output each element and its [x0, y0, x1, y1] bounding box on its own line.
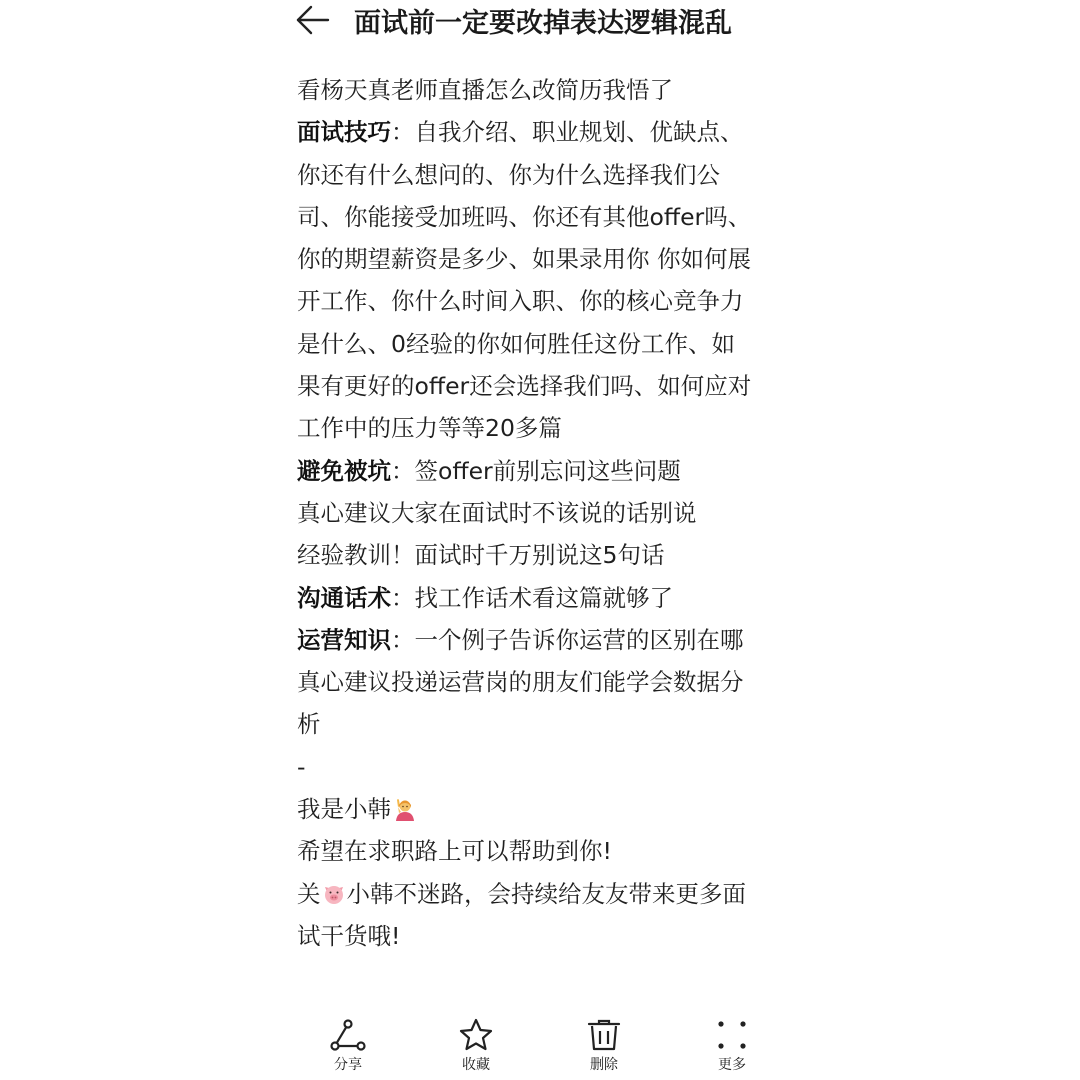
- note-line: [297, 323, 797, 365]
- section-heading: 面试技巧: [297, 118, 391, 147]
- note-line-text: 经验教训！面试时千万别说这5句话: [297, 541, 665, 570]
- note-line: [297, 450, 797, 492]
- note-line-text: 你的期望薪资是多少、如果录用你 你如何展: [297, 245, 751, 274]
- pig-face-emoji: [322, 882, 346, 906]
- back-arrow-icon: [296, 5, 330, 35]
- note-line: [297, 280, 797, 322]
- note-line: [297, 492, 797, 534]
- signature-line-4: 试干货哦!: [297, 921, 401, 950]
- note-line-text: -: [297, 752, 306, 781]
- note-line-text: 真心建议投递运营岗的朋友们能学会数据分: [297, 668, 744, 697]
- section-heading: 运营知识: [297, 625, 391, 654]
- person-raising-hand-emoji: [392, 797, 416, 821]
- star-icon: [456, 1018, 496, 1052]
- note-content: [297, 69, 797, 957]
- favorite-button[interactable]: [431, 1018, 521, 1074]
- note-line-text: ：一个例子告诉你运营的区别在哪: [391, 625, 744, 654]
- note-line-text: 开工作、你什么时间入职、你的核心竞争力: [297, 287, 744, 316]
- note-line-text: ：自我介绍、职业规划、优缺点、: [391, 118, 744, 147]
- note-line: [297, 238, 797, 280]
- note-line: [297, 746, 797, 788]
- note-line: [297, 69, 797, 111]
- note-line-text: ：找工作话术看这篇就够了: [391, 583, 673, 612]
- signature-line-1: [297, 788, 797, 830]
- note-line: [297, 577, 797, 619]
- section-heading: 避免被坑: [297, 456, 391, 485]
- note-line-text: 看杨天真老师直播怎么改简历我悟了: [297, 76, 673, 104]
- note-line-text: ：签offer前别忘问这些问题: [391, 456, 681, 485]
- note-line: [297, 661, 797, 703]
- trash-icon: [584, 1018, 624, 1052]
- header: [296, 0, 896, 40]
- note-body: [297, 69, 797, 788]
- note-line: [297, 534, 797, 576]
- page-title: 面试前一定要改掉表达逻辑混乱: [354, 7, 732, 39]
- more-label: 更多: [718, 1057, 746, 1073]
- note-line-text: 是什么、0经验的你如何胜任这份工作、如: [297, 329, 735, 358]
- more-dots-icon: [712, 1018, 752, 1052]
- signature-text-1: 我是小韩: [297, 795, 391, 824]
- signature-text-3a: 关: [297, 879, 321, 908]
- note-line-text: 果有更好的offer还会选择我们吗、如何应对: [297, 372, 752, 401]
- section-heading: 沟通话术: [297, 583, 391, 612]
- signature-line-3: [297, 873, 797, 915]
- share-icon: [328, 1018, 368, 1052]
- note-line-text: 司、你能接受加班吗、你还有其他offer吗、: [297, 202, 752, 231]
- note-line-text: 工作中的压力等等20多篇: [297, 414, 562, 443]
- bottom-toolbar: [0, 1018, 1080, 1080]
- note-line: [297, 196, 797, 238]
- share-button[interactable]: [303, 1018, 393, 1074]
- signature-line-2: 希望在求职路上可以帮助到你!: [297, 837, 612, 866]
- signature-text-3b: 小韩不迷路，会持续给友友带来更多面: [346, 879, 746, 908]
- note-line: [297, 619, 797, 661]
- note-line: [297, 407, 797, 449]
- back-button[interactable]: [296, 2, 336, 38]
- more-button[interactable]: [687, 1018, 777, 1074]
- note-line-text: 你还有什么想问的、你为什么选择我们公: [297, 160, 720, 189]
- favorite-label: 收藏: [462, 1057, 490, 1073]
- delete-button[interactable]: [559, 1018, 649, 1074]
- delete-label: 删除: [590, 1057, 618, 1073]
- note-line: [297, 111, 797, 153]
- note-line: [297, 703, 797, 745]
- note-line: [297, 154, 797, 196]
- note-line: [297, 365, 797, 407]
- note-line-text: 析: [297, 710, 321, 739]
- note-line-text: 真心建议大家在面试时不该说的话别说: [297, 498, 697, 527]
- share-label: 分享: [334, 1057, 362, 1073]
